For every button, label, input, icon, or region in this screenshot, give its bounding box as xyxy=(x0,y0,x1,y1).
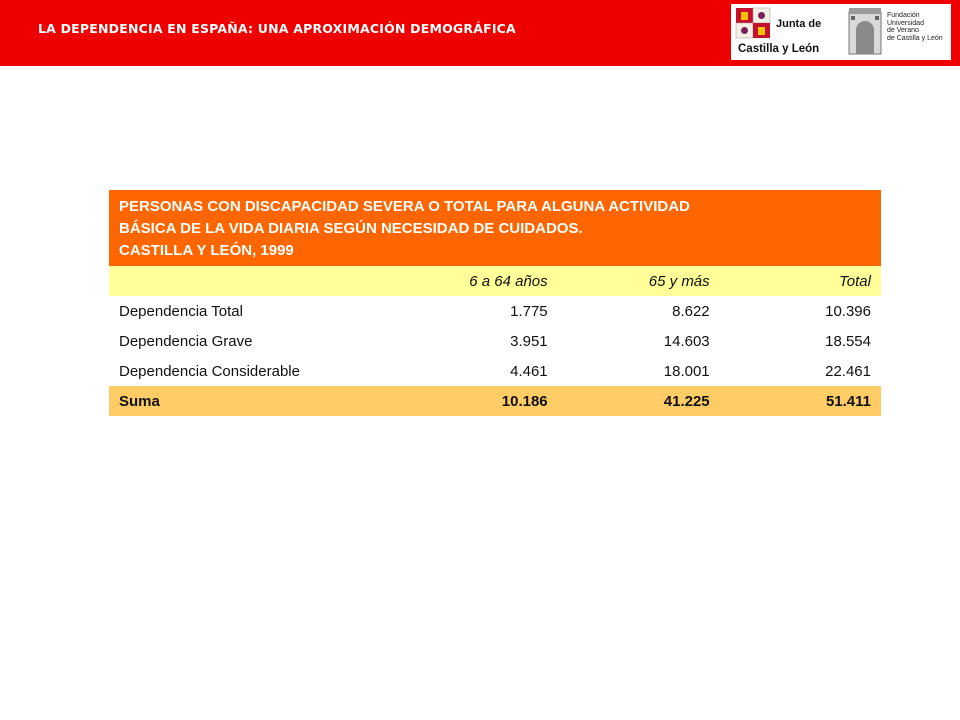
table-sum-row xyxy=(109,386,881,416)
table-cell: 18.001 xyxy=(558,356,720,386)
fundacion-line: de Castilla y León xyxy=(887,34,943,42)
table-title-line: CASTILLA Y LEÓN, 1999 xyxy=(119,242,294,259)
data-table-block xyxy=(109,190,881,416)
table-row xyxy=(109,326,881,356)
fundacion-line: Fundación xyxy=(887,12,920,19)
table-cell: 18.554 xyxy=(720,326,881,356)
table-cell: 4.461 xyxy=(395,356,558,386)
fundacion-line: Universidad xyxy=(887,19,924,27)
table-cell: 10.396 xyxy=(720,296,881,326)
fundacion-text xyxy=(887,12,943,42)
table-row xyxy=(109,296,881,326)
archway-icon xyxy=(847,6,883,56)
row-label: Dependencia Considerable xyxy=(109,356,395,386)
table-cell: 3.951 xyxy=(395,326,558,356)
jcyl-text-line1: Junta de xyxy=(776,18,822,30)
page-title: LA DEPENDENCIA EN ESPAÑA: UNA APROXIMACIÓN DEMOGRÁFICA xyxy=(38,21,516,36)
table-cell: 22.461 xyxy=(720,356,881,386)
table-cell: 8.622 xyxy=(558,296,720,326)
fundacion-line: de Verano xyxy=(887,27,919,35)
sum-label: Suma xyxy=(109,386,395,416)
sum-cell: 41.225 xyxy=(558,386,720,416)
row-label: Dependencia Total xyxy=(109,296,395,326)
column-header: 65 y más xyxy=(558,266,720,296)
row-label: Dependencia Grave xyxy=(109,326,395,356)
table-title-line: BÁSICA DE LA VIDA DIARIA SEGÚN NECESIDAD DE CUIDADOS. xyxy=(119,220,583,237)
coat-of-arms-icon xyxy=(734,6,774,42)
junta-castilla-leon-logo xyxy=(734,6,840,58)
fundacion-universidad-logo xyxy=(847,6,949,58)
header-bar xyxy=(0,0,960,66)
table-header-row xyxy=(109,266,881,296)
column-header: Total xyxy=(720,266,881,296)
logos-panel xyxy=(731,4,951,60)
table-cell: 14.603 xyxy=(558,326,720,356)
table-row xyxy=(109,356,881,386)
jcyl-text-line2: Castilla y León xyxy=(738,43,820,55)
column-header xyxy=(109,266,395,296)
table-cell: 1.775 xyxy=(395,296,558,326)
column-header: 6 a 64 años xyxy=(395,266,558,296)
table-title-line: PERSONAS CON DISCAPACIDAD SEVERA O TOTAL PARA ALGUNA ACTIVIDAD xyxy=(119,198,690,215)
sum-cell: 51.411 xyxy=(720,386,881,416)
sum-cell: 10.186 xyxy=(395,386,558,416)
table-title xyxy=(109,190,881,266)
data-table xyxy=(109,266,881,416)
